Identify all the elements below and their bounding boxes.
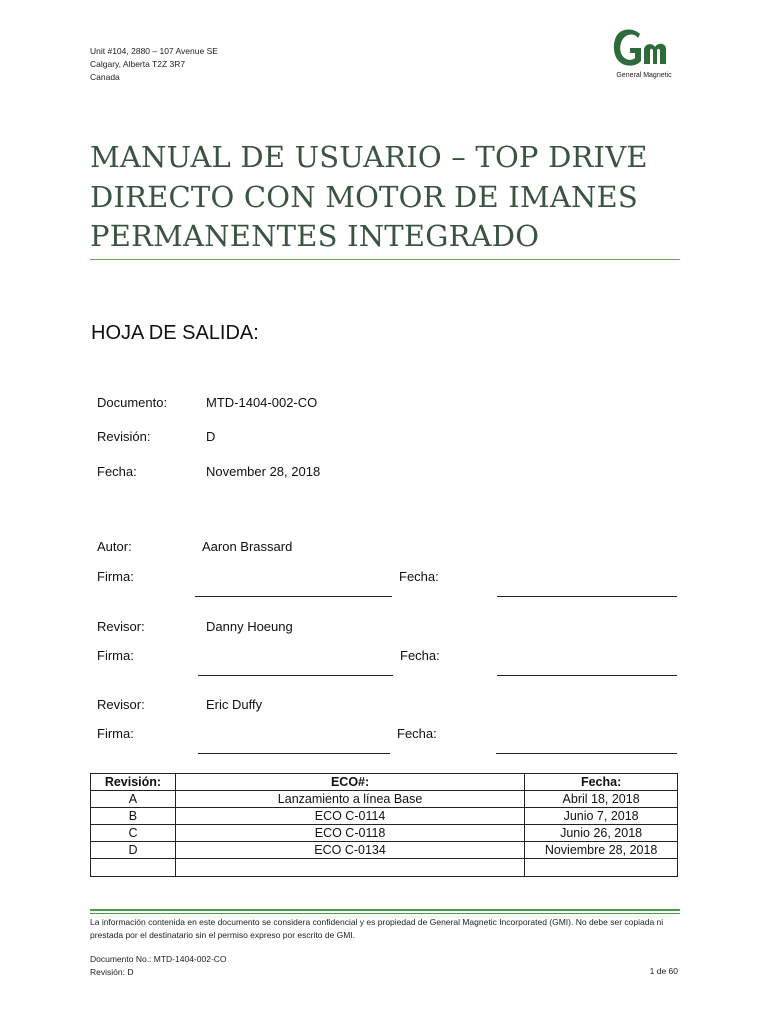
author-name: Aaron Brassard [202,539,293,554]
reviewer1-signature-line[interactable] [198,675,393,676]
cell-revision: D [91,842,176,859]
cell-eco: Lanzamiento a línea Base [175,791,524,808]
cell-eco: ECO C-0114 [175,808,524,825]
cell-revision: A [91,791,176,808]
cell-date: Noviembre 28, 2018 [525,842,678,859]
author-date-label: Fecha: [399,569,439,584]
col-header-eco: ECO#: [175,774,524,791]
revision-label: Revisión: [97,429,151,444]
col-header-revision: Revisión: [91,774,176,791]
title-line-2: DIRECTO CON MOTOR DE IMANES [90,179,638,214]
doc-number-value: MTD-1404-002-CO [206,395,318,410]
revision-value: D [206,429,216,444]
reviewer1-signature-label: Firma: [97,648,134,663]
company-address [90,45,218,84]
date-value: November 28, 2018 [206,464,321,479]
reviewer1-role-label: Revisor: [97,619,145,634]
cell-date: Abril 18, 2018 [525,791,678,808]
reviewer2-signature-label: Firma: [97,726,134,741]
table-header-row [91,774,678,791]
author-signature-label: Firma: [97,569,134,584]
reviewer2-role-label: Revisor: [97,697,145,712]
reviewer2-date-line[interactable] [496,753,677,754]
table-row [91,842,678,859]
confidentiality-notice: La información contenida en este documento se considera confidencial y es propiedad de General Magnetic Incorporated (GMI). No debe ser copiada ni prestada por el destinatario sin el permiso expreso por escrito de GMI. [90,917,664,940]
cell-revision [91,859,176,877]
logo-wordmark: General Magnetic [616,72,672,79]
company-logo [610,26,678,82]
table-row [91,791,678,808]
table-row [91,808,678,825]
document-title [90,138,690,257]
address-line-2: Calgary, Alberta T2Z 3R7 [90,59,186,69]
cell-eco: ECO C-0134 [175,842,524,859]
doc-number-label: Documento: [97,395,168,410]
gm-logo-icon [610,26,678,72]
title-line-3: PERMANENTES INTEGRADO [90,219,540,253]
cell-date: Junio 7, 2018 [525,808,678,825]
reviewer1-date-label: Fecha: [400,648,440,663]
author-signature-line[interactable] [195,596,392,597]
reviewer1-date-line[interactable] [497,675,677,676]
author-date-line[interactable] [497,596,677,597]
date-label: Fecha: [97,464,137,479]
cell-revision: B [91,808,176,825]
footer-doc-info [90,953,227,979]
footer-doc-number: Documento No.: MTD-1404-002-CO [90,954,227,964]
col-header-date: Fecha: [525,774,678,791]
cell-revision: C [91,825,176,842]
reviewer2-name: Eric Duffy [206,697,263,712]
table-row [91,825,678,842]
footer-divider-thin [90,913,680,914]
footer-divider-thick [90,909,680,911]
address-line-1: Unit #104, 2880 – 107 Avenue SE [90,46,218,56]
address-line-3: Canada [90,72,120,82]
cell-date [525,859,678,877]
title-divider [90,259,680,260]
revision-history-table [90,773,678,877]
title-line-1: MANUAL DE USUARIO – TOP DRIVE [90,140,648,174]
cell-eco [175,859,524,877]
page-number: 1 de 60 [649,966,678,976]
reviewer1-name: Danny Hoeung [206,619,293,634]
cell-date: Junio 26, 2018 [525,825,678,842]
reviewer2-signature-line[interactable] [198,753,390,754]
author-role-label: Autor: [97,539,132,554]
cell-eco: ECO C-0118 [175,825,524,842]
footer-revision: Revisión: D [90,967,134,977]
section-heading: HOJA DE SALIDA: [91,322,259,344]
table-row-empty [91,859,678,877]
reviewer2-date-label: Fecha: [397,726,437,741]
